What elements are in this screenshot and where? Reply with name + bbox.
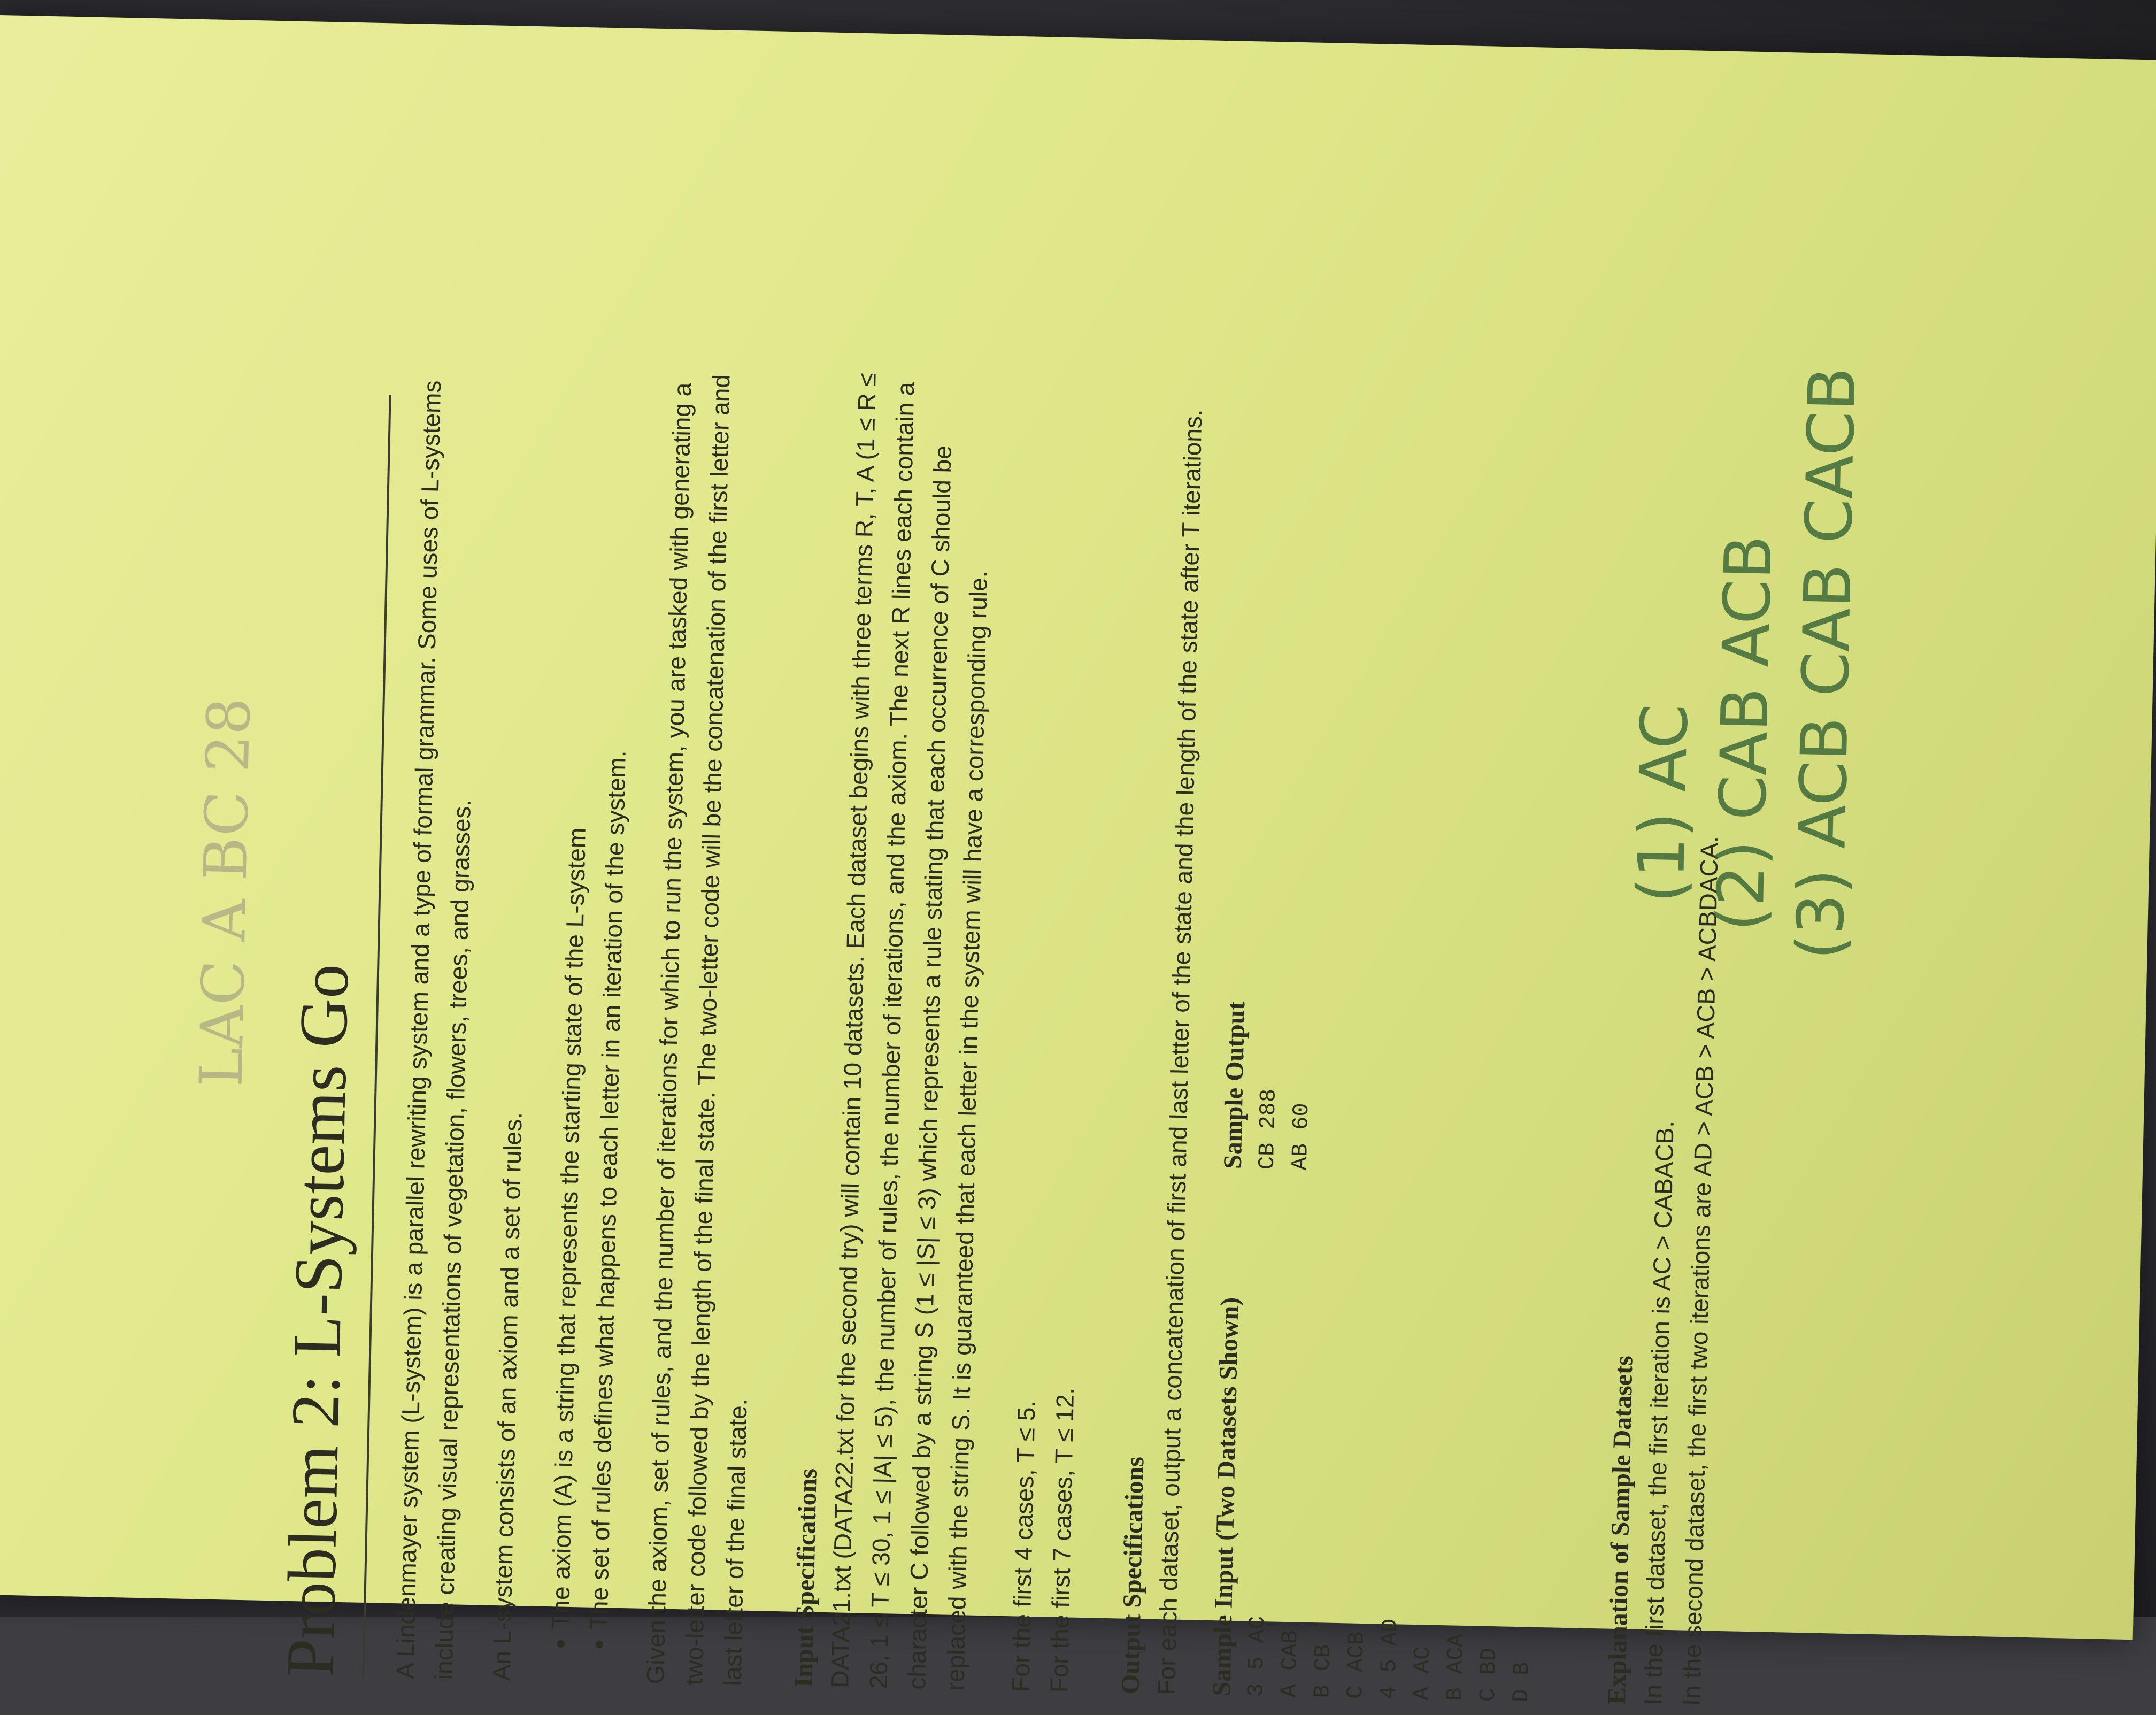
pencil-note: LAC A BC 28 (187, 696, 264, 1088)
explanation-heading: Explanation of Sample Datasets (1602, 1355, 1638, 1705)
explanation-line-2: In the second dataset, the first two iterations are AD > ACB > ACB > ACBDACA. (1677, 835, 1723, 1706)
task-paragraph: Given the axiom, set of rules, and the number of iterations for which to run the system, you are tasked with generating a two-letter code followed by the length of the final state. The two-letter code will be the concatenation of the first letter and last letter of the final state. (641, 374, 752, 1686)
case-limits (1001, 355, 1106, 1693)
input-paragraph: DATA21.txt (DATA22.txt for the second try) will contain 10 datasets. Each dataset begins with three terms R, T, A (1 ≤ R ≤ 26, 1 ≤ T ≤ 30, 1 ≤ |A| ≤ 5), the number of rules, the number of iterations, and the axiom. The next R lines each contain a character C followed by a string S (1 ≤ |S| ≤ 3) which represents a rule stating that each occurrence of C should be replaced with the string S. It is guaranteed that each letter in the system will have a corresponding rule. (826, 372, 993, 1691)
case-limit-2: For the first 7 cases, T ≤ 12. (1045, 1387, 1080, 1693)
bullet-axiom: • The axiom (A) is a string that represents the starting state of the L-system (541, 78, 612, 1629)
sample-input-text: 3 5 AC A CAB B CB C ACB 4 5 AD A AC B ACA C BD D B (1243, 1616, 1535, 1703)
handwritten-iteration-3: (3) ACB CAB CACB (1783, 366, 1870, 961)
intro-paragraph: A Lindenmayer system (L-system) is a parallel rewriting system and a type of formal grammar. Some uses of L-systems include creating visual representations of vegetation, flowers, trees, and grasses. (391, 380, 476, 1680)
samples-section (1207, 92, 1572, 1703)
explanation-line-1: In the first dataset, the first iteration is AC > CABACB. (1638, 1120, 1679, 1705)
input-heading: Input Specifications (789, 1468, 822, 1688)
page-title: Problem 2: L-Systems Go (271, 393, 391, 1678)
sample-output-heading: Sample Output (1218, 1001, 1251, 1170)
rotated-page-content (187, 72, 2068, 1713)
output-heading: Output Specifications (1116, 1456, 1150, 1695)
sample-output-text: CB 288 AB 60 (1254, 1088, 1315, 1171)
case-limit-1: For the first 4 cases, T ≤ 5. (1006, 1400, 1041, 1693)
output-paragraph: For each dataset, output a concatenation of first and last letter of the state and the length of the state after T iterations. (1152, 409, 1207, 1695)
consists-paragraph: An L-system consists of an axiom and a set of rules. (487, 1112, 527, 1681)
handwritten-iteration-2: (2) CAB ACB (1704, 534, 1787, 933)
handwritten-iteration-1: (1) AC (1624, 703, 1703, 904)
bullet-rules: • The set of rules defines what happens to each letter in an iteration of the system. (579, 79, 650, 1630)
definition-list (540, 78, 650, 1683)
sample-input-block (1207, 1297, 1546, 1703)
sample-output-block (1218, 1001, 1552, 1175)
paper-sheet (0, 15, 2156, 1706)
sample-input-heading: Sample Input (Two Datasets Shown) (1207, 1297, 1244, 1697)
